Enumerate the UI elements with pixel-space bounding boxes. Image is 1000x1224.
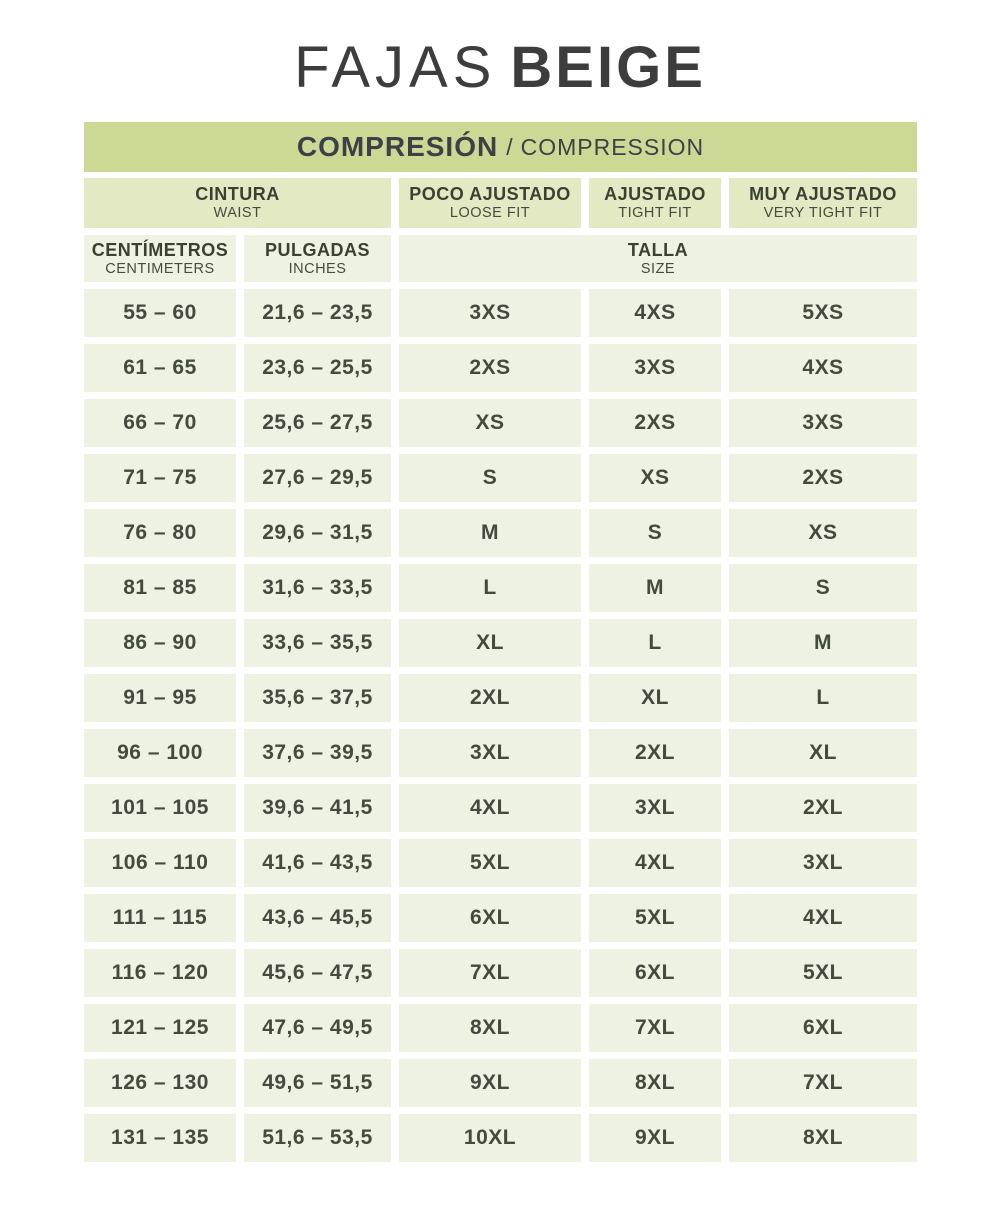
- size-very-tight-fit: 4XL: [802, 905, 843, 929]
- size-loose-fit: 2XL: [469, 685, 510, 709]
- cell-size-tight-fit: [589, 839, 721, 887]
- cell-inches: [244, 784, 391, 832]
- centimeters-range: 61 – 65: [123, 355, 197, 379]
- cell-size-loose-fit: [399, 674, 581, 722]
- size-very-tight-fit: 2XS: [802, 465, 844, 489]
- cell-centimeters: [84, 839, 236, 887]
- header-label-en: VERY TIGHT FIT: [763, 205, 883, 221]
- size-very-tight-fit: 4XS: [802, 355, 844, 379]
- size-loose-fit: 7XL: [469, 960, 510, 984]
- header-label-es: AJUSTADO: [604, 184, 706, 205]
- centimeters-range: 96 – 100: [117, 740, 203, 764]
- cell-inches: [244, 1059, 391, 1107]
- inches-range: 39,6 – 41,5: [262, 795, 373, 819]
- cell-centimeters: [84, 619, 236, 667]
- size-tight-fit: XS: [640, 465, 670, 489]
- inches-range: 31,6 – 33,5: [262, 575, 373, 599]
- cell-size-very-tight-fit: [729, 619, 917, 667]
- size-tight-fit: 4XS: [634, 300, 676, 324]
- size-loose-fit: S: [482, 465, 498, 489]
- compression-size-table: [84, 122, 917, 1162]
- centimeters-range: 55 – 60: [123, 300, 197, 324]
- size-tight-fit: L: [648, 630, 662, 654]
- cell-centimeters: [84, 399, 236, 447]
- size-loose-fit: 2XS: [469, 355, 511, 379]
- cell-size-loose-fit: [399, 619, 581, 667]
- inches-range: 23,6 – 25,5: [262, 355, 373, 379]
- cell-size-very-tight-fit: [729, 729, 917, 777]
- cell-size-loose-fit: [399, 949, 581, 997]
- cell-centimeters: [84, 784, 236, 832]
- size-tight-fit: 3XL: [634, 795, 675, 819]
- subheader-centimeters: [84, 235, 236, 282]
- size-loose-fit: M: [481, 520, 499, 544]
- inches-range: 37,6 – 39,5: [262, 740, 373, 764]
- subheader-label-es: CENTÍMETROS: [91, 239, 229, 260]
- cell-size-very-tight-fit: [729, 839, 917, 887]
- size-tight-fit: 7XL: [634, 1015, 675, 1039]
- cell-centimeters: [84, 454, 236, 502]
- cell-size-very-tight-fit: [729, 1114, 917, 1162]
- cell-size-tight-fit: [589, 784, 721, 832]
- table-banner: [84, 122, 917, 172]
- size-loose-fit: 10XL: [463, 1125, 517, 1149]
- subheader-label-en: SIZE: [640, 260, 676, 277]
- size-loose-fit: 6XL: [469, 905, 510, 929]
- cell-centimeters: [84, 729, 236, 777]
- inches-range: 43,6 – 45,5: [262, 905, 373, 929]
- size-loose-fit: 4XL: [469, 795, 510, 819]
- centimeters-range: 86 – 90: [123, 630, 197, 654]
- size-tight-fit: 8XL: [634, 1070, 675, 1094]
- size-tight-fit: 3XS: [634, 355, 676, 379]
- size-tight-fit: S: [647, 520, 663, 544]
- size-very-tight-fit: 5XL: [802, 960, 843, 984]
- cell-size-tight-fit: [589, 509, 721, 557]
- cell-size-very-tight-fit: [729, 509, 917, 557]
- column-header-loose-fit: [399, 178, 581, 228]
- size-loose-fit: 3XS: [469, 300, 511, 324]
- cell-size-tight-fit: [589, 674, 721, 722]
- centimeters-range: 91 – 95: [123, 685, 197, 709]
- cell-size-tight-fit: [589, 894, 721, 942]
- size-tight-fit: 2XS: [634, 410, 676, 434]
- cell-inches: [244, 949, 391, 997]
- subheader-size: [399, 235, 917, 282]
- cell-inches: [244, 454, 391, 502]
- cell-inches: [244, 619, 391, 667]
- centimeters-range: 81 – 85: [123, 575, 197, 599]
- title-variant: BEIGE: [510, 34, 706, 100]
- cell-size-loose-fit: [399, 1114, 581, 1162]
- size-very-tight-fit: 7XL: [802, 1070, 843, 1094]
- size-chart-page: [0, 24, 1000, 1162]
- cell-centimeters: [84, 289, 236, 337]
- size-tight-fit: 6XL: [634, 960, 675, 984]
- cell-centimeters: [84, 509, 236, 557]
- inches-range: 29,6 – 31,5: [262, 520, 373, 544]
- inches-range: 45,6 – 47,5: [262, 960, 373, 984]
- cell-size-loose-fit: [399, 399, 581, 447]
- size-loose-fit: 3XL: [469, 740, 510, 764]
- size-very-tight-fit: 3XS: [802, 410, 844, 434]
- size-very-tight-fit: 3XL: [802, 850, 843, 874]
- cell-size-loose-fit: [399, 1059, 581, 1107]
- cell-inches: [244, 1114, 391, 1162]
- banner-separator: /: [506, 133, 513, 160]
- inches-range: 47,6 – 49,5: [262, 1015, 373, 1039]
- size-loose-fit: 5XL: [469, 850, 510, 874]
- cell-centimeters: [84, 344, 236, 392]
- size-very-tight-fit: XL: [809, 740, 837, 764]
- cell-size-very-tight-fit: [729, 289, 917, 337]
- cell-centimeters: [84, 1004, 236, 1052]
- cell-size-loose-fit: [399, 784, 581, 832]
- centimeters-range: 71 – 75: [123, 465, 197, 489]
- size-very-tight-fit: L: [816, 685, 830, 709]
- size-tight-fit: 5XL: [634, 905, 675, 929]
- cell-inches: [244, 289, 391, 337]
- size-tight-fit: 2XL: [634, 740, 675, 764]
- column-header-tight-fit: [589, 178, 721, 228]
- cell-size-very-tight-fit: [729, 1004, 917, 1052]
- title-brand: FAJAS: [294, 34, 497, 100]
- cell-centimeters: [84, 564, 236, 612]
- cell-size-very-tight-fit: [729, 344, 917, 392]
- subheader-inches: [244, 235, 391, 282]
- inches-range: 51,6 – 53,5: [262, 1125, 373, 1149]
- size-very-tight-fit: S: [815, 575, 831, 599]
- cell-centimeters: [84, 1114, 236, 1162]
- cell-size-tight-fit: [589, 454, 721, 502]
- subheader-label-es: PULGADAS: [264, 239, 370, 260]
- table-grid: [84, 178, 917, 1162]
- cell-inches: [244, 399, 391, 447]
- cell-size-loose-fit: [399, 454, 581, 502]
- cell-size-very-tight-fit: [729, 674, 917, 722]
- column-header-very-tight-fit: [729, 178, 917, 228]
- subheader-label-en: CENTIMETERS: [105, 260, 215, 277]
- size-very-tight-fit: XS: [808, 520, 838, 544]
- header-label-es: POCO AJUSTADO: [409, 184, 571, 205]
- cell-size-very-tight-fit: [729, 454, 917, 502]
- cell-inches: [244, 564, 391, 612]
- cell-inches: [244, 1004, 391, 1052]
- inches-range: 35,6 – 37,5: [262, 685, 373, 709]
- cell-size-very-tight-fit: [729, 784, 917, 832]
- cell-centimeters: [84, 894, 236, 942]
- cell-size-loose-fit: [399, 839, 581, 887]
- cell-inches: [244, 674, 391, 722]
- cell-inches: [244, 729, 391, 777]
- cell-size-tight-fit: [589, 949, 721, 997]
- cell-size-very-tight-fit: [729, 894, 917, 942]
- size-tight-fit: XL: [641, 685, 669, 709]
- centimeters-range: 126 – 130: [111, 1070, 209, 1094]
- inches-range: 49,6 – 51,5: [262, 1070, 373, 1094]
- cell-size-tight-fit: [589, 1114, 721, 1162]
- size-tight-fit: M: [646, 575, 664, 599]
- subheader-label-es: TALLA: [627, 239, 689, 260]
- size-loose-fit: 9XL: [469, 1070, 510, 1094]
- header-label-en: LOOSE FIT: [449, 205, 531, 221]
- cell-size-very-tight-fit: [729, 399, 917, 447]
- centimeters-range: 106 – 110: [111, 850, 209, 874]
- cell-size-very-tight-fit: [729, 949, 917, 997]
- size-tight-fit: 9XL: [634, 1125, 675, 1149]
- centimeters-range: 116 – 120: [111, 960, 209, 984]
- size-very-tight-fit: 5XS: [802, 300, 844, 324]
- centimeters-range: 76 – 80: [123, 520, 197, 544]
- centimeters-range: 101 – 105: [111, 795, 209, 819]
- cell-centimeters: [84, 1059, 236, 1107]
- header-label-es: MUY AJUSTADO: [749, 184, 897, 205]
- inches-range: 33,6 – 35,5: [262, 630, 373, 654]
- size-loose-fit: XL: [476, 630, 504, 654]
- size-very-tight-fit: 8XL: [802, 1125, 843, 1149]
- inches-range: 27,6 – 29,5: [262, 465, 373, 489]
- header-label-en: TIGHT FIT: [618, 205, 692, 221]
- cell-size-very-tight-fit: [729, 1059, 917, 1107]
- size-very-tight-fit: 2XL: [802, 795, 843, 819]
- centimeters-range: 66 – 70: [123, 410, 197, 434]
- inches-range: 21,6 – 23,5: [262, 300, 373, 324]
- size-very-tight-fit: 6XL: [802, 1015, 843, 1039]
- size-very-tight-fit: M: [814, 630, 832, 654]
- cell-size-loose-fit: [399, 564, 581, 612]
- cell-size-loose-fit: [399, 1004, 581, 1052]
- cell-inches: [244, 344, 391, 392]
- inches-range: 41,6 – 43,5: [262, 850, 373, 874]
- cell-size-tight-fit: [589, 1059, 721, 1107]
- cell-inches: [244, 894, 391, 942]
- centimeters-range: 121 – 125: [111, 1015, 209, 1039]
- cell-size-tight-fit: [589, 399, 721, 447]
- cell-inches: [244, 839, 391, 887]
- cell-size-tight-fit: [589, 564, 721, 612]
- inches-range: 25,6 – 27,5: [262, 410, 373, 434]
- size-tight-fit: 4XL: [634, 850, 675, 874]
- cell-inches: [244, 509, 391, 557]
- cell-centimeters: [84, 949, 236, 997]
- cell-size-tight-fit: [589, 344, 721, 392]
- size-loose-fit: L: [483, 575, 497, 599]
- header-label-en: WAIST: [213, 205, 262, 221]
- cell-size-loose-fit: [399, 289, 581, 337]
- cell-centimeters: [84, 674, 236, 722]
- cell-size-loose-fit: [399, 894, 581, 942]
- size-loose-fit: XS: [475, 410, 505, 434]
- cell-size-tight-fit: [589, 289, 721, 337]
- cell-size-very-tight-fit: [729, 564, 917, 612]
- banner-text-en: COMPRESSION: [520, 133, 705, 160]
- column-header-cintura: [84, 178, 391, 228]
- cell-size-loose-fit: [399, 729, 581, 777]
- cell-size-loose-fit: [399, 509, 581, 557]
- header-label-es: CINTURA: [195, 184, 280, 205]
- size-loose-fit: 8XL: [469, 1015, 510, 1039]
- cell-size-loose-fit: [399, 344, 581, 392]
- banner-text-es: COMPRESIÓN: [296, 131, 499, 162]
- centimeters-range: 111 – 115: [112, 905, 208, 929]
- cell-size-tight-fit: [589, 619, 721, 667]
- cell-size-tight-fit: [589, 1004, 721, 1052]
- page-title: [0, 24, 1000, 110]
- cell-size-tight-fit: [589, 729, 721, 777]
- centimeters-range: 131 – 135: [111, 1125, 209, 1149]
- subheader-label-en: INCHES: [288, 260, 347, 277]
